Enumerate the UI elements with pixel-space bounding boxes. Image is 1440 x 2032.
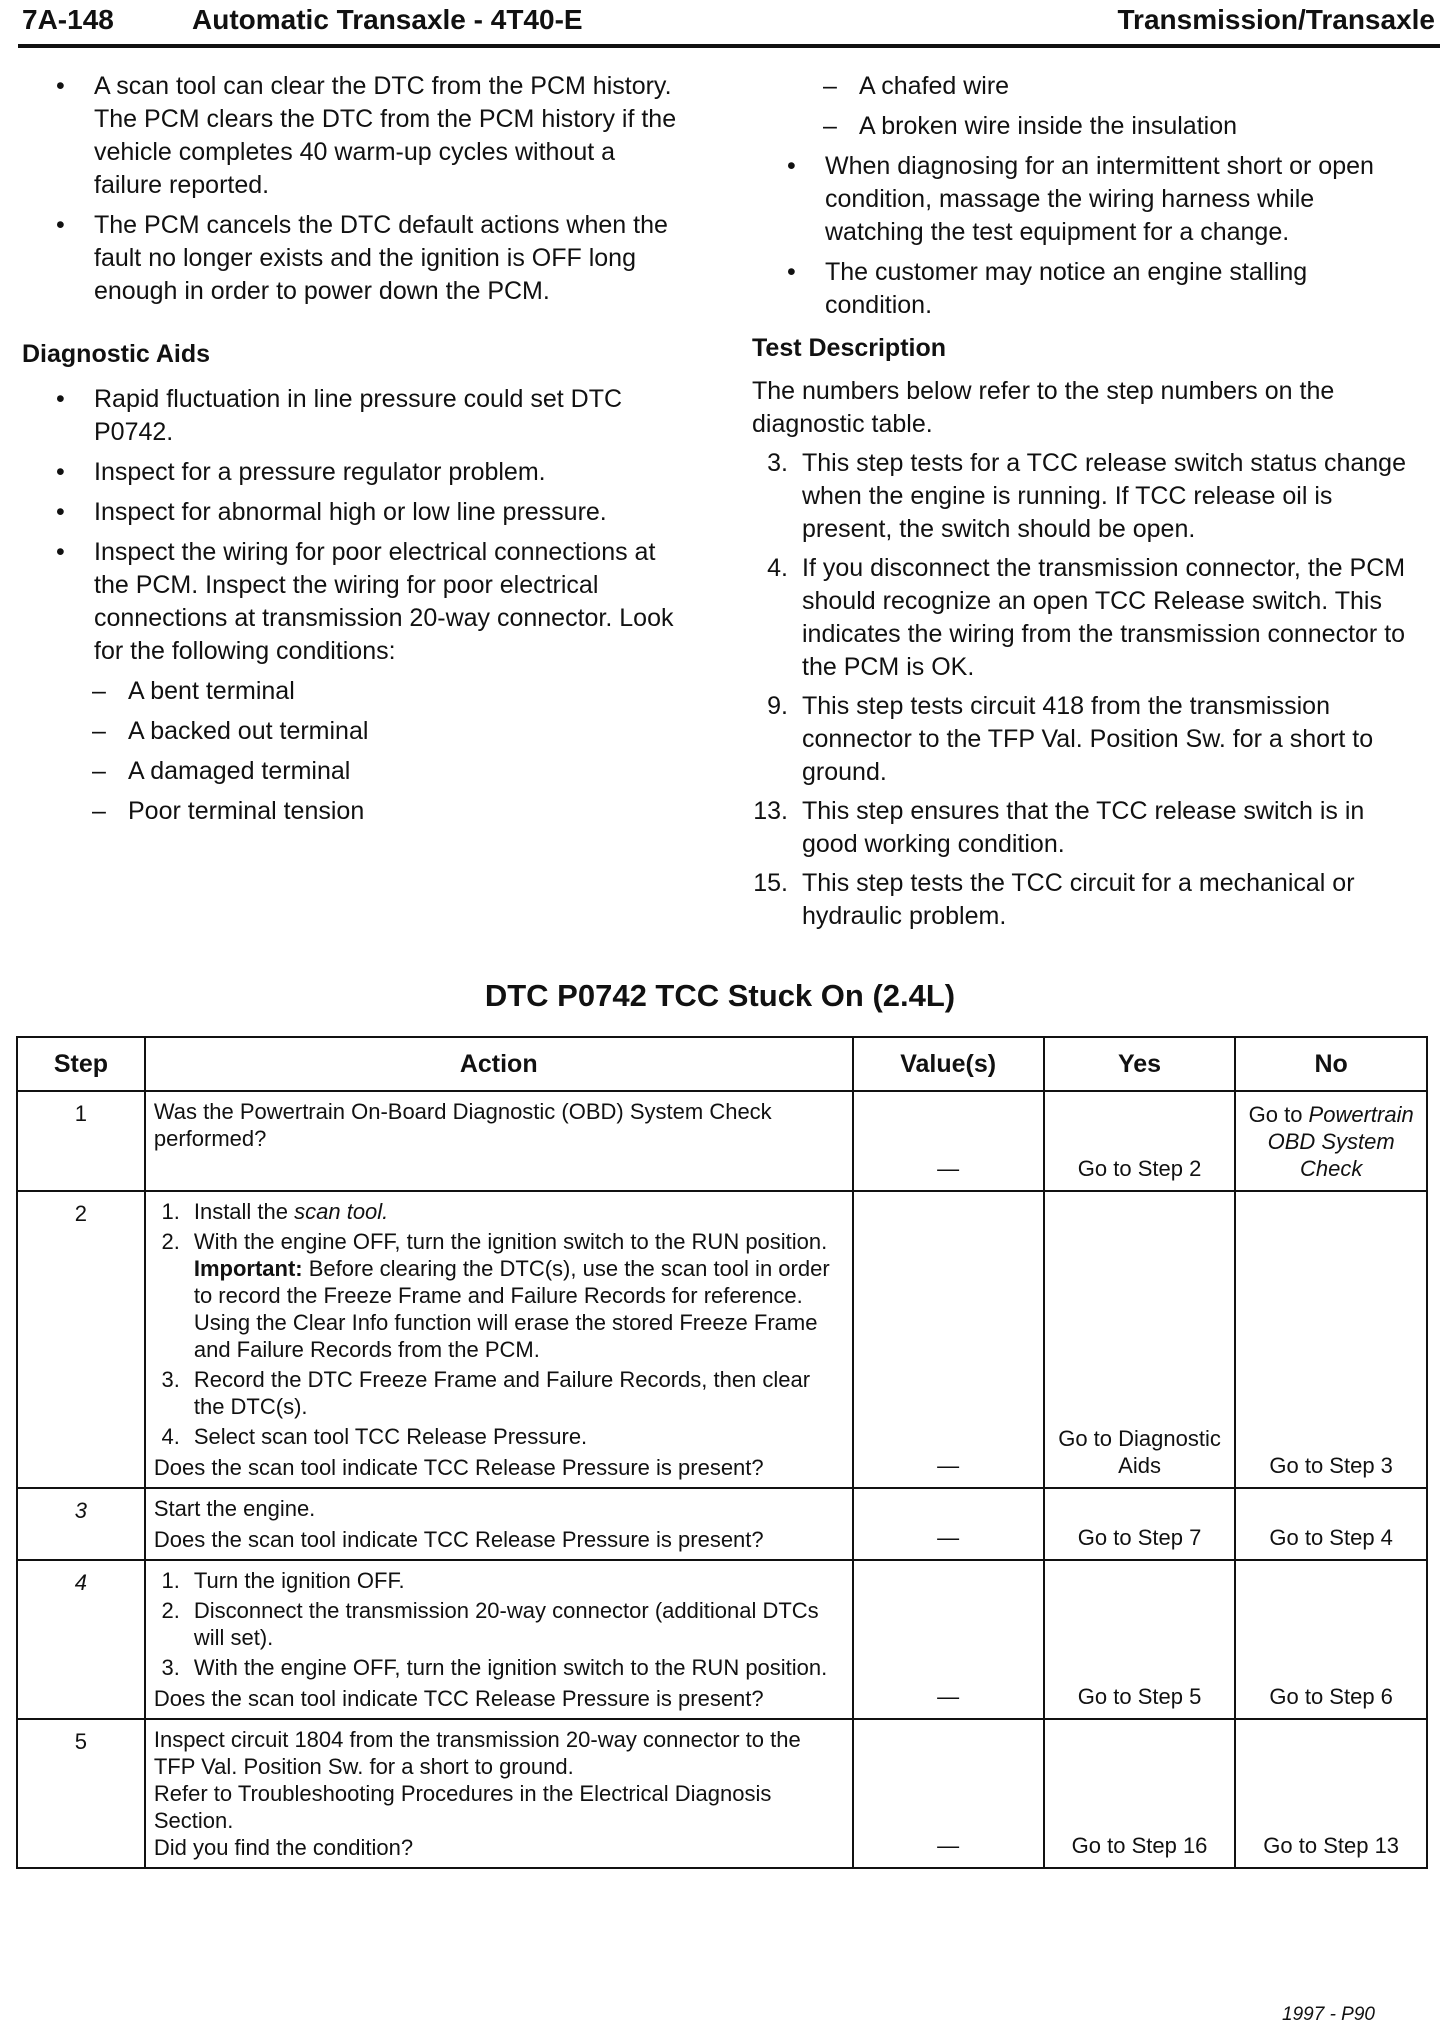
table-header-row [17, 1037, 1427, 1091]
test-description-heading: Test Description [752, 334, 947, 362]
yes-cell: Go to Step 2 [1044, 1091, 1236, 1191]
value-cell: — [853, 1719, 1044, 1868]
header-values: Value(s) [853, 1037, 1044, 1091]
action-cell [145, 1191, 853, 1488]
action-line: Inspect circuit 1804 from the transmission 20-way connector to the TFP Val. Position Sw. for a short to ground. [153, 1727, 801, 1779]
conditions-list-continued [752, 70, 1412, 143]
test-step-item: 4. If you disconnect the transmission connector, the PCM should recognize an open TCC Release switch. This indicates the wiring from the transmission connector to the PCM is OK. [767, 554, 1406, 681]
no-cell: Go to Step 4 [1235, 1488, 1427, 1560]
value-cell: — [853, 1091, 1044, 1191]
no-cell: Go to Step 13 [1235, 1719, 1427, 1868]
table-row [17, 1560, 1427, 1719]
test-description-intro: The numbers below refer to the step numbers on the diagnostic table. [752, 377, 1335, 438]
test-step-item: 15. This step tests the TCC circuit for a mechanical or hydraulic problem. [753, 869, 1355, 930]
header-no: No [1235, 1037, 1427, 1091]
bullet-item: • The PCM cancels the DTC default actions when the fault no longer exists and the ignition is OFF long enough in order to power down the PCM. [22, 209, 682, 308]
action-cell [145, 1488, 853, 1560]
page-number: 7A-148 [22, 4, 114, 35]
conditions-list [22, 675, 682, 828]
action-question: Was the Powertrain On-Board Diagnostic (OBD) System Check performed? [153, 1099, 772, 1151]
action-item: 1. Turn the ignition OFF. [161, 1568, 405, 1593]
yes-cell: Go to Diagnostic Aids [1044, 1191, 1236, 1488]
action-question: Does the scan tool indicate TCC Release Pressure is present? [153, 1686, 764, 1711]
yes-cell: Go to Step 7 [1044, 1488, 1236, 1560]
page-header [22, 4, 1440, 44]
action-item: 1. Install the scan tool. [161, 1199, 389, 1224]
header-action: Action [145, 1037, 853, 1091]
bullet-item: • When diagnosing for an intermittent short or open condition, massage the wiring harness while watching the test equipment for a change. [752, 150, 1412, 249]
step-number: 2 [17, 1191, 145, 1488]
yes-cell: Go to Step 16 [1044, 1719, 1236, 1868]
intro-bullet-list [22, 70, 682, 308]
action-item: 2. Disconnect the transmission 20-way connector (additional DTCs will set). [161, 1598, 819, 1650]
diagnostic-aids-list [22, 383, 682, 668]
header-step: Step [17, 1037, 145, 1091]
test-step-item: 9. This step tests circuit 418 from the transmission connector to the TFP Val. Position Sw. for a short to ground. [767, 692, 1374, 786]
action-question: Does the scan tool indicate TCC Release Pressure is present? [153, 1527, 764, 1552]
no-cell: Go to Step 3 [1235, 1191, 1427, 1488]
diagnostic-table [16, 1036, 1428, 1869]
step-number: 4 [17, 1560, 145, 1719]
bullet-item: • Inspect the wiring for poor electrical connections at the PCM. Inspect the wiring for poor electrical connections at transmission 20-way connector. Look for the following conditions: [22, 536, 682, 668]
header-yes: Yes [1044, 1037, 1236, 1091]
action-question: Did you find the condition? [153, 1835, 414, 1860]
action-cell [145, 1560, 853, 1719]
section-title: Transmission/Transaxle [1117, 4, 1435, 35]
action-item: 2. With the engine OFF, turn the ignition switch to the RUN position. Important: Before clearing the DTC(s), use the scan tool in order to record the Freeze Frame and Failure Records for reference. Using the Clear Info function will erase the stored Freeze Frame and Failure Records from the PCM. [154, 1228, 844, 1363]
table-row [17, 1719, 1427, 1868]
right-column [752, 70, 1412, 939]
test-step-item: 13. This step ensures that the TCC release switch is in good working condition. [753, 797, 1365, 858]
condition-item: – A chafed wire [752, 70, 1412, 103]
value-cell: — [853, 1488, 1044, 1560]
value-cell: — [853, 1560, 1044, 1719]
condition-item: – A broken wire inside the insulation [752, 110, 1412, 143]
step-number: 3 [17, 1488, 145, 1560]
table-row [17, 1091, 1427, 1191]
value-cell: — [853, 1191, 1044, 1488]
table-title: DTC P0742 TCC Stuck On (2.4L) [484, 978, 956, 1013]
chapter-title: Automatic Transaxle - 4T40-E [192, 4, 583, 35]
bullet-item: • Inspect for a pressure regulator problem. [22, 456, 682, 489]
action-question: Does the scan tool indicate TCC Release Pressure is present? [153, 1455, 764, 1480]
bullet-item: • The customer may notice an engine stalling condition. [752, 256, 1412, 322]
action-item: 3. Record the DTC Freeze Frame and Failure Records, then clear the DTC(s). [161, 1367, 811, 1419]
header-rule [18, 44, 1440, 48]
diagnostic-aids-heading: Diagnostic Aids [22, 340, 210, 368]
bullet-item: • A scan tool can clear the DTC from the PCM history. The PCM clears the DTC from the PCM history if the vehicle completes 40 warm-up cycles without a failure reported. [22, 70, 682, 202]
no-cell: Go to Step 6 [1235, 1560, 1427, 1719]
footer-code: 1997 - P90 [1282, 2004, 1375, 2025]
table-row [17, 1191, 1427, 1488]
table-row [17, 1488, 1427, 1560]
action-cell [145, 1091, 853, 1191]
important-note: Important: Before clearing the DTC(s), use the scan tool in order to record the Freeze Frame and Failure Records for reference. Using the Clear Info function will erase the stored Freeze Frame and Failure Records from the PCM. [193, 1256, 830, 1362]
yes-cell: Go to Step 5 [1044, 1560, 1236, 1719]
action-item: 4. Select scan tool TCC Release Pressure. [161, 1424, 588, 1449]
test-description-steps [752, 447, 1412, 933]
action-cell [145, 1719, 853, 1868]
no-cell: Go to Powertrain OBD System Check [1235, 1091, 1427, 1191]
condition-item: – Poor terminal tension [22, 795, 682, 828]
bullet-item: • Inspect for abnormal high or low line pressure. [22, 496, 682, 529]
test-step-item: 3. This step tests for a TCC release switch status change when the engine is running. If TCC release oil is present, the switch should be open. [767, 449, 1406, 543]
step-number: 5 [17, 1719, 145, 1868]
step-number: 1 [17, 1091, 145, 1191]
action-line: Start the engine. [153, 1496, 316, 1521]
right-bullet-list [752, 150, 1412, 322]
condition-item: – A damaged terminal [22, 755, 682, 788]
action-line: Refer to Troubleshooting Procedures in the Electrical Diagnosis Section. [153, 1781, 772, 1833]
left-column [22, 70, 682, 835]
action-steps [154, 1567, 844, 1681]
action-item: 3. With the engine OFF, turn the ignition switch to the RUN position. [161, 1655, 828, 1680]
condition-item: – A bent terminal [22, 675, 682, 708]
bullet-item: • Rapid fluctuation in line pressure could set DTC P0742. [22, 383, 682, 449]
condition-item: – A backed out terminal [22, 715, 682, 748]
action-steps [154, 1198, 844, 1450]
